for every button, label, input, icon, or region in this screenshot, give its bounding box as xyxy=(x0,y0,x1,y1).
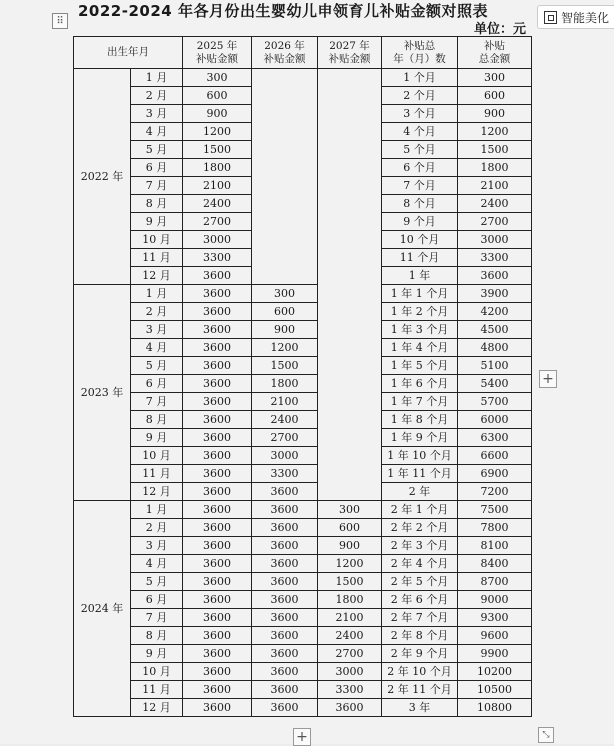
value-cell[interactable]: 3600 xyxy=(252,591,318,609)
value-cell[interactable]: 1200 xyxy=(183,123,252,141)
value-cell[interactable]: 1 年 6 个月 xyxy=(382,375,458,393)
month-cell[interactable]: 3 月 xyxy=(131,537,183,555)
column-header-line: 出生年月 xyxy=(107,46,149,58)
add-row-button[interactable]: + xyxy=(293,728,311,746)
table-row xyxy=(74,501,532,519)
value-cell[interactable]: 600 xyxy=(183,87,252,105)
value-cell[interactable]: 3600 xyxy=(183,501,252,519)
table-row xyxy=(74,303,532,321)
table-row xyxy=(74,447,532,465)
value-cell[interactable]: 2400 xyxy=(183,195,252,213)
value-cell[interactable]: 1800 xyxy=(318,591,382,609)
table-resize-handle[interactable]: ⤡ xyxy=(538,727,554,743)
value-cell[interactable]: 2700 xyxy=(252,429,318,447)
value-cell[interactable]: 3600 xyxy=(252,519,318,537)
empty-merged-cell[interactable] xyxy=(318,69,382,501)
value-cell[interactable]: 5 个月 xyxy=(382,141,458,159)
month-cell[interactable]: 12 月 xyxy=(131,483,183,501)
table-row xyxy=(74,645,532,663)
month-cell[interactable]: 1 月 xyxy=(131,285,183,303)
column-header-line: 2026 年 xyxy=(264,39,305,52)
value-cell[interactable]: 3600 xyxy=(183,357,252,375)
value-cell[interactable]: 4800 xyxy=(458,339,532,357)
value-cell[interactable]: 900 xyxy=(252,321,318,339)
value-cell[interactable]: 3600 xyxy=(183,681,252,699)
value-cell[interactable]: 1 年 4 个月 xyxy=(382,339,458,357)
value-cell[interactable]: 1500 xyxy=(183,141,252,159)
value-cell[interactable]: 8100 xyxy=(458,537,532,555)
value-cell[interactable]: 3000 xyxy=(183,231,252,249)
value-cell[interactable]: 3600 xyxy=(183,321,252,339)
month-cell[interactable]: 9 月 xyxy=(131,213,183,231)
value-cell[interactable]: 600 xyxy=(252,303,318,321)
value-cell[interactable]: 9300 xyxy=(458,609,532,627)
value-cell[interactable]: 3000 xyxy=(458,231,532,249)
value-cell[interactable]: 7 个月 xyxy=(382,177,458,195)
value-cell[interactable]: 6300 xyxy=(458,429,532,447)
value-cell[interactable]: 1200 xyxy=(458,123,532,141)
table-row xyxy=(74,285,532,303)
value-cell[interactable]: 300 xyxy=(318,501,382,519)
month-cell[interactable]: 10 月 xyxy=(131,231,183,249)
table-row xyxy=(74,411,532,429)
value-cell[interactable]: 9000 xyxy=(458,591,532,609)
month-cell[interactable]: 2 月 xyxy=(131,303,183,321)
table-row xyxy=(74,465,532,483)
value-cell[interactable]: 3600 xyxy=(252,645,318,663)
month-cell[interactable]: 7 月 xyxy=(131,177,183,195)
value-cell[interactable]: 2 年 3 个月 xyxy=(382,537,458,555)
month-cell[interactable]: 5 月 xyxy=(131,573,183,591)
month-cell[interactable]: 6 月 xyxy=(131,591,183,609)
table-row xyxy=(74,321,532,339)
value-cell[interactable]: 3600 xyxy=(183,465,252,483)
value-cell[interactable]: 3600 xyxy=(252,663,318,681)
value-cell[interactable]: 3600 xyxy=(183,627,252,645)
table-row xyxy=(74,663,532,681)
value-cell[interactable]: 3600 xyxy=(183,393,252,411)
column-header xyxy=(318,37,382,69)
table-row xyxy=(74,519,532,537)
month-cell[interactable]: 11 月 xyxy=(131,681,183,699)
smart-beautify-label: 智能美化 xyxy=(561,10,610,25)
column-header xyxy=(74,37,183,69)
value-cell[interactable]: 3600 xyxy=(183,609,252,627)
value-cell[interactable]: 1500 xyxy=(318,573,382,591)
value-cell[interactable]: 9900 xyxy=(458,645,532,663)
value-cell[interactable]: 1 年 2 个月 xyxy=(382,303,458,321)
value-cell[interactable]: 3600 xyxy=(252,627,318,645)
value-cell[interactable]: 3600 xyxy=(252,555,318,573)
value-cell[interactable]: 300 xyxy=(458,69,532,87)
value-cell[interactable]: 4200 xyxy=(458,303,532,321)
month-cell[interactable]: 9 月 xyxy=(131,645,183,663)
column-header xyxy=(252,37,318,69)
table-row xyxy=(74,339,532,357)
value-cell[interactable]: 2 年 9 个月 xyxy=(382,645,458,663)
value-cell[interactable]: 3600 xyxy=(183,591,252,609)
table-row xyxy=(74,393,532,411)
year-cell[interactable]: 2023 年 xyxy=(74,285,131,501)
value-cell[interactable]: 3 个月 xyxy=(382,105,458,123)
value-cell[interactable]: 1500 xyxy=(252,357,318,375)
value-cell[interactable]: 5700 xyxy=(458,393,532,411)
month-cell[interactable]: 3 月 xyxy=(131,105,183,123)
value-cell[interactable]: 5400 xyxy=(458,375,532,393)
value-cell[interactable]: 3600 xyxy=(183,447,252,465)
column-header-line: 2027 年 xyxy=(329,39,370,52)
value-cell[interactable]: 1 年 8 个月 xyxy=(382,411,458,429)
value-cell[interactable]: 7200 xyxy=(458,483,532,501)
value-cell[interactable]: 3000 xyxy=(318,663,382,681)
value-cell[interactable]: 3300 xyxy=(458,249,532,267)
month-cell[interactable]: 8 月 xyxy=(131,195,183,213)
value-cell[interactable]: 2400 xyxy=(318,627,382,645)
value-cell[interactable]: 3600 xyxy=(183,537,252,555)
value-cell[interactable]: 3300 xyxy=(252,465,318,483)
value-cell[interactable]: 2700 xyxy=(183,213,252,231)
add-column-button[interactable]: + xyxy=(539,370,557,388)
month-cell[interactable]: 11 月 xyxy=(131,465,183,483)
beautify-icon xyxy=(544,11,557,24)
value-cell[interactable]: 3600 xyxy=(183,483,252,501)
value-cell[interactable]: 900 xyxy=(318,537,382,555)
value-cell[interactable]: 900 xyxy=(458,105,532,123)
value-cell[interactable]: 3600 xyxy=(183,303,252,321)
value-cell[interactable]: 2100 xyxy=(458,177,532,195)
value-cell[interactable]: 3600 xyxy=(183,375,252,393)
value-cell[interactable]: 3600 xyxy=(183,411,252,429)
column-header xyxy=(458,37,532,69)
value-cell[interactable]: 3600 xyxy=(183,555,252,573)
document-title: 2022-2024 年各月份出生婴幼儿申领育儿补贴金额对照表 xyxy=(78,2,488,20)
month-cell[interactable]: 5 月 xyxy=(131,141,183,159)
table-row xyxy=(74,483,532,501)
value-cell[interactable]: 1 年 3 个月 xyxy=(382,321,458,339)
column-header-line: 补贴金额 xyxy=(328,52,371,65)
column-header-line: 补贴 xyxy=(484,39,505,52)
month-cell[interactable]: 10 月 xyxy=(131,447,183,465)
column-header xyxy=(382,37,458,69)
month-cell[interactable]: 3 月 xyxy=(131,321,183,339)
month-cell[interactable]: 12 月 xyxy=(131,699,183,717)
value-cell[interactable]: 10800 xyxy=(458,699,532,717)
value-cell[interactable]: 1200 xyxy=(318,555,382,573)
value-cell[interactable]: 4 个月 xyxy=(382,123,458,141)
value-cell[interactable]: 6900 xyxy=(458,465,532,483)
value-cell[interactable]: 2 年 10 个月 xyxy=(382,663,458,681)
month-cell[interactable]: 10 月 xyxy=(131,663,183,681)
year-cell[interactable]: 2024 年 xyxy=(74,501,131,717)
value-cell[interactable]: 3600 xyxy=(318,699,382,717)
value-cell[interactable]: 2100 xyxy=(252,393,318,411)
value-cell[interactable]: 10 个月 xyxy=(382,231,458,249)
value-cell[interactable]: 2 年 xyxy=(382,483,458,501)
value-cell[interactable]: 7500 xyxy=(458,501,532,519)
header-row xyxy=(74,37,532,69)
value-cell[interactable]: 3600 xyxy=(183,267,252,285)
value-cell[interactable]: 2100 xyxy=(318,609,382,627)
value-cell[interactable]: 7800 xyxy=(458,519,532,537)
value-cell[interactable]: 8 个月 xyxy=(382,195,458,213)
year-cell[interactable]: 2022 年 xyxy=(74,69,131,285)
value-cell[interactable]: 600 xyxy=(458,87,532,105)
value-cell[interactable]: 3600 xyxy=(183,645,252,663)
value-cell[interactable]: 1 年 10 个月 xyxy=(382,447,458,465)
month-cell[interactable]: 2 月 xyxy=(131,519,183,537)
table-row xyxy=(74,69,532,87)
value-cell[interactable]: 11 个月 xyxy=(382,249,458,267)
value-cell[interactable]: 2700 xyxy=(458,213,532,231)
month-cell[interactable]: 7 月 xyxy=(131,609,183,627)
month-cell[interactable]: 12 月 xyxy=(131,267,183,285)
value-cell[interactable]: 1 年 9 个月 xyxy=(382,429,458,447)
value-cell[interactable]: 5100 xyxy=(458,357,532,375)
empty-merged-cell[interactable] xyxy=(252,69,318,285)
subsidy-table xyxy=(73,36,532,717)
value-cell[interactable]: 3600 xyxy=(252,537,318,555)
value-cell[interactable]: 2 年 1 个月 xyxy=(382,501,458,519)
value-cell[interactable]: 3300 xyxy=(183,249,252,267)
month-cell[interactable]: 5 月 xyxy=(131,357,183,375)
month-cell[interactable]: 4 月 xyxy=(131,339,183,357)
table-row xyxy=(74,429,532,447)
value-cell[interactable]: 2 个月 xyxy=(382,87,458,105)
value-cell[interactable]: 1800 xyxy=(252,375,318,393)
value-cell[interactable]: 3600 xyxy=(252,681,318,699)
value-cell[interactable]: 1 个月 xyxy=(382,69,458,87)
month-cell[interactable]: 9 月 xyxy=(131,429,183,447)
value-cell[interactable]: 3600 xyxy=(252,573,318,591)
value-cell[interactable]: 900 xyxy=(183,105,252,123)
value-cell[interactable]: 2 年 8 个月 xyxy=(382,627,458,645)
table-row xyxy=(74,591,532,609)
table-row xyxy=(74,681,532,699)
month-cell[interactable]: 2 月 xyxy=(131,87,183,105)
value-cell[interactable]: 2 年 2 个月 xyxy=(382,519,458,537)
value-cell[interactable]: 1 年 5 个月 xyxy=(382,357,458,375)
table-row xyxy=(74,375,532,393)
table-row xyxy=(74,573,532,591)
value-cell[interactable]: 4500 xyxy=(458,321,532,339)
value-cell[interactable]: 8700 xyxy=(458,573,532,591)
month-cell[interactable]: 4 月 xyxy=(131,555,183,573)
month-cell[interactable]: 6 月 xyxy=(131,159,183,177)
value-cell[interactable]: 300 xyxy=(183,69,252,87)
month-cell[interactable]: 1 月 xyxy=(131,69,183,87)
value-cell[interactable]: 3600 xyxy=(183,663,252,681)
value-cell[interactable]: 9 个月 xyxy=(382,213,458,231)
value-cell[interactable]: 3600 xyxy=(252,483,318,501)
month-cell[interactable]: 11 月 xyxy=(131,249,183,267)
value-cell[interactable]: 3600 xyxy=(183,339,252,357)
month-cell[interactable]: 8 月 xyxy=(131,627,183,645)
value-cell[interactable]: 1 年 11 个月 xyxy=(382,465,458,483)
value-cell[interactable]: 6600 xyxy=(458,447,532,465)
value-cell[interactable]: 6000 xyxy=(458,411,532,429)
column-header-line: 补贴金额 xyxy=(196,52,238,65)
value-cell[interactable]: 9600 xyxy=(458,627,532,645)
value-cell[interactable]: 1 年 1 个月 xyxy=(382,285,458,303)
value-cell[interactable]: 3600 xyxy=(183,519,252,537)
value-cell[interactable]: 3600 xyxy=(183,699,252,717)
value-cell[interactable]: 600 xyxy=(318,519,382,537)
column-header-line: 年（月）数 xyxy=(393,52,446,65)
value-cell[interactable]: 1 年 7 个月 xyxy=(382,393,458,411)
value-cell[interactable]: 8400 xyxy=(458,555,532,573)
value-cell[interactable]: 3 年 xyxy=(382,699,458,717)
value-cell[interactable]: 2 年 6 个月 xyxy=(382,591,458,609)
value-cell[interactable]: 2100 xyxy=(183,177,252,195)
value-cell[interactable]: 1800 xyxy=(183,159,252,177)
table-row xyxy=(74,627,532,645)
value-cell[interactable]: 2 年 4 个月 xyxy=(382,555,458,573)
month-cell[interactable]: 1 月 xyxy=(131,501,183,519)
value-cell[interactable]: 3600 xyxy=(183,429,252,447)
column-header-line: 总金额 xyxy=(478,52,511,65)
value-cell[interactable]: 3600 xyxy=(252,609,318,627)
value-cell[interactable]: 1200 xyxy=(252,339,318,357)
value-cell[interactable]: 300 xyxy=(252,285,318,303)
table-move-handle[interactable]: ⠿ xyxy=(52,13,68,29)
table-row xyxy=(74,609,532,627)
table-row xyxy=(74,555,532,573)
value-cell[interactable]: 2 年 5 个月 xyxy=(382,573,458,591)
value-cell[interactable]: 2400 xyxy=(252,411,318,429)
column-header-line: 补贴总 xyxy=(403,39,436,52)
table-row xyxy=(74,699,532,717)
month-cell[interactable]: 7 月 xyxy=(131,393,183,411)
value-cell[interactable]: 3600 xyxy=(252,501,318,519)
value-cell[interactable]: 1800 xyxy=(458,159,532,177)
value-cell[interactable]: 3600 xyxy=(458,267,532,285)
column-header-line: 2025 年 xyxy=(196,39,238,52)
value-cell[interactable]: 2 年 11 个月 xyxy=(382,681,458,699)
value-cell[interactable]: 3600 xyxy=(183,573,252,591)
month-cell[interactable]: 8 月 xyxy=(131,411,183,429)
column-header-line: 补贴金额 xyxy=(263,52,306,65)
value-cell[interactable]: 2 年 7 个月 xyxy=(382,609,458,627)
value-cell[interactable]: 6 个月 xyxy=(382,159,458,177)
table-row xyxy=(74,537,532,555)
month-cell[interactable]: 4 月 xyxy=(131,123,183,141)
unit-label: 单位：元 xyxy=(473,22,526,37)
value-cell[interactable]: 3900 xyxy=(458,285,532,303)
value-cell[interactable]: 3600 xyxy=(252,699,318,717)
value-cell[interactable]: 3300 xyxy=(318,681,382,699)
value-cell[interactable]: 2700 xyxy=(318,645,382,663)
column-header xyxy=(183,37,252,69)
value-cell[interactable]: 10500 xyxy=(458,681,532,699)
value-cell[interactable]: 10200 xyxy=(458,663,532,681)
value-cell[interactable]: 1 年 xyxy=(382,267,458,285)
smart-beautify-button[interactable] xyxy=(537,5,614,29)
value-cell[interactable]: 2400 xyxy=(458,195,532,213)
table-row xyxy=(74,357,532,375)
value-cell[interactable]: 3000 xyxy=(252,447,318,465)
value-cell[interactable]: 3600 xyxy=(183,285,252,303)
value-cell[interactable]: 1500 xyxy=(458,141,532,159)
month-cell[interactable]: 6 月 xyxy=(131,375,183,393)
